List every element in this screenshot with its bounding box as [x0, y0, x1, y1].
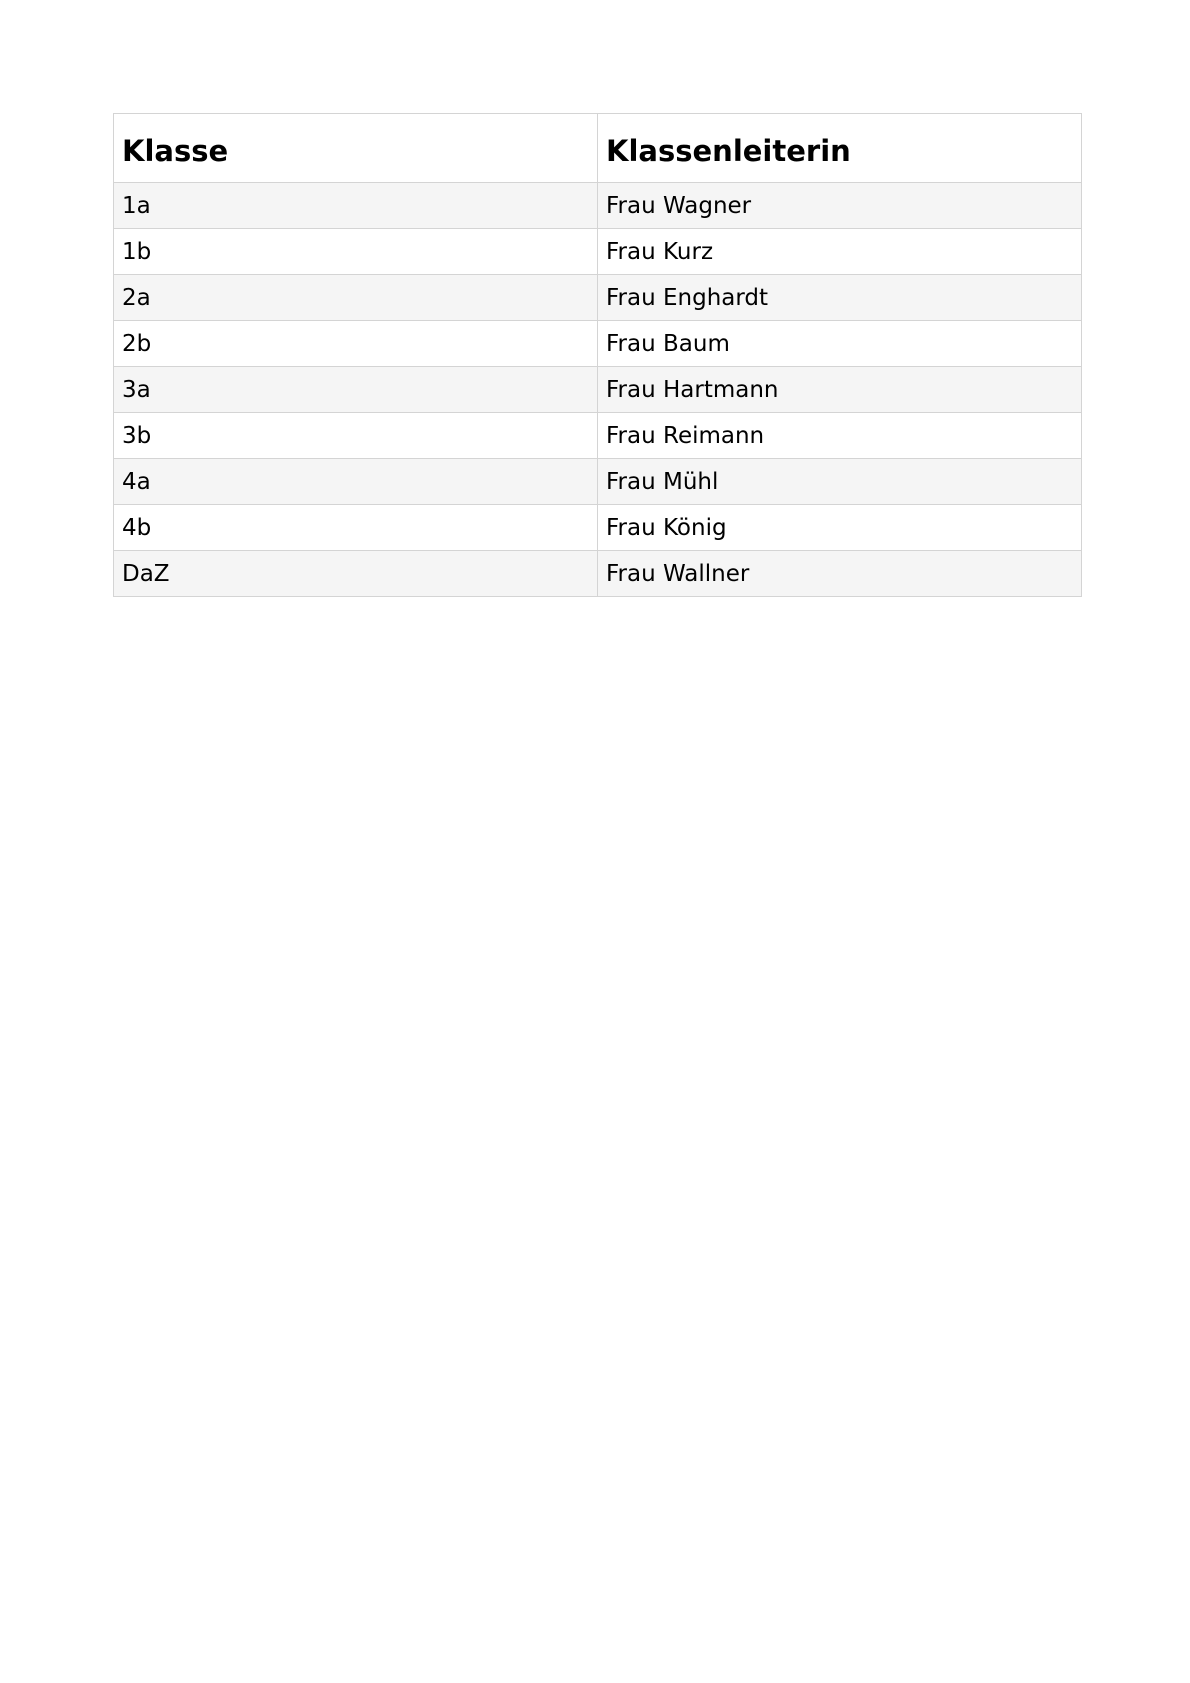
table-row — [114, 551, 1082, 597]
teacher-cell: Frau Wallner — [598, 551, 1082, 597]
table-header — [114, 114, 1082, 183]
teacher-cell: Frau Kurz — [598, 229, 1082, 275]
class-cell: 1b — [114, 229, 598, 275]
class-cell: 2b — [114, 321, 598, 367]
table-row — [114, 367, 1082, 413]
table-row — [114, 183, 1082, 229]
table-row — [114, 275, 1082, 321]
class-teacher-table — [113, 113, 1082, 597]
teacher-cell: Frau Hartmann — [598, 367, 1082, 413]
table-row — [114, 413, 1082, 459]
table-row — [114, 321, 1082, 367]
header-klassenleiterin: Klassenleiterin — [598, 114, 1082, 183]
teacher-cell: Frau König — [598, 505, 1082, 551]
class-cell: 2a — [114, 275, 598, 321]
table-body — [114, 183, 1082, 597]
table-row — [114, 505, 1082, 551]
teacher-cell: Frau Reimann — [598, 413, 1082, 459]
header-row — [114, 114, 1082, 183]
class-cell: DaZ — [114, 551, 598, 597]
class-cell: 1a — [114, 183, 598, 229]
teacher-cell: Frau Mühl — [598, 459, 1082, 505]
table-row — [114, 229, 1082, 275]
class-cell: 3a — [114, 367, 598, 413]
class-cell: 3b — [114, 413, 598, 459]
class-cell: 4a — [114, 459, 598, 505]
class-cell: 4b — [114, 505, 598, 551]
header-klasse: Klasse — [114, 114, 598, 183]
teacher-cell: Frau Enghardt — [598, 275, 1082, 321]
teacher-cell: Frau Baum — [598, 321, 1082, 367]
teacher-cell: Frau Wagner — [598, 183, 1082, 229]
table-row — [114, 459, 1082, 505]
